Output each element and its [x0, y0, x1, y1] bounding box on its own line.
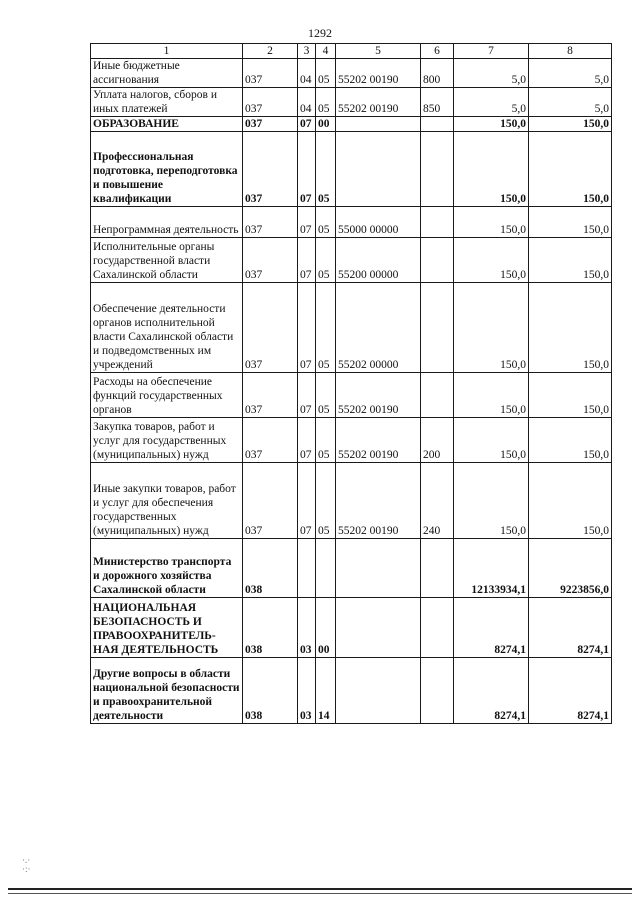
cell-sum2: 150,0	[529, 117, 612, 132]
cell-ved: 037	[243, 373, 298, 418]
cell-ved: 038	[243, 598, 298, 658]
cell-vr: 850	[421, 88, 454, 117]
cell-pr: 05	[316, 132, 336, 207]
cell-csr: 55000 00000	[336, 207, 421, 238]
table-row	[91, 238, 612, 283]
cell-ved: 037	[243, 418, 298, 463]
cell-sum2: 150,0	[529, 207, 612, 238]
cell-csr: 55202 00190	[336, 418, 421, 463]
cell-pr: 05	[316, 283, 336, 373]
table-row	[91, 658, 612, 724]
cell-sum1: 150,0	[454, 238, 529, 283]
cell-vr	[421, 598, 454, 658]
cell-sum1: 8274,1	[454, 658, 529, 724]
cell-rz: 07	[298, 238, 316, 283]
header-col-2: 2	[243, 44, 298, 59]
cell-sum2: 150,0	[529, 132, 612, 207]
page-number: 1292	[308, 26, 332, 40]
table-row	[91, 88, 612, 117]
cell-vr	[421, 658, 454, 724]
cell-pr	[316, 539, 336, 598]
header-col-5: 5	[336, 44, 421, 59]
cell-vr	[421, 117, 454, 132]
cell-sum2: 8274,1	[529, 598, 612, 658]
cell-pr: 00	[316, 117, 336, 132]
header-col-1: 1	[91, 44, 243, 59]
cell-sum1: 8274,1	[454, 598, 529, 658]
cell-sum1: 150,0	[454, 283, 529, 373]
cell-name: Другие вопросы в области национальной безопасности и правоохранительной деятельности	[91, 658, 243, 724]
cell-ved: 037	[243, 207, 298, 238]
cell-sum2: 150,0	[529, 418, 612, 463]
cell-rz	[298, 539, 316, 598]
cell-csr: 55202 00000	[336, 283, 421, 373]
cell-pr: 05	[316, 373, 336, 418]
cell-ved: 037	[243, 59, 298, 88]
cell-rz: 07	[298, 117, 316, 132]
cell-vr	[421, 207, 454, 238]
cell-csr: 55202 00190	[336, 373, 421, 418]
cell-sum2: 150,0	[529, 283, 612, 373]
cell-ved: 037	[243, 238, 298, 283]
cell-sum2: 9223856,0	[529, 539, 612, 598]
cell-sum1: 12133934,1	[454, 539, 529, 598]
cell-sum2: 8274,1	[529, 658, 612, 724]
cell-sum2: 150,0	[529, 238, 612, 283]
cell-rz: 07	[298, 418, 316, 463]
cell-pr: 05	[316, 207, 336, 238]
table-row	[91, 539, 612, 598]
cell-sum1: 150,0	[454, 373, 529, 418]
cell-name: Закупка товаров, работ и услуг для государственных (муниципальных) нужд	[91, 418, 243, 463]
cell-sum1: 150,0	[454, 132, 529, 207]
cell-ved: 038	[243, 658, 298, 724]
page-bottom-border	[8, 888, 632, 890]
header-col-7: 7	[454, 44, 529, 59]
cell-sum2: 5,0	[529, 59, 612, 88]
table-row	[91, 598, 612, 658]
cell-rz: 07	[298, 463, 316, 539]
cell-ved: 037	[243, 283, 298, 373]
cell-name: Обеспечение деятельности органов исполнительной власти Сахалинской области и подведомственных им учреждений	[91, 283, 243, 373]
cell-name: Непрограммная деятельность	[91, 207, 243, 238]
table-row	[91, 132, 612, 207]
cell-rz: 07	[298, 132, 316, 207]
cell-pr: 14	[316, 658, 336, 724]
cell-pr: 05	[316, 463, 336, 539]
cell-vr: 800	[421, 59, 454, 88]
header-col-6: 6	[421, 44, 454, 59]
table-row	[91, 373, 612, 418]
cell-rz: 07	[298, 373, 316, 418]
cell-pr: 05	[316, 238, 336, 283]
cell-ved: 037	[243, 117, 298, 132]
header-col-3: 3	[298, 44, 316, 59]
cell-name: Министерство транспорта и дорожного хозяйства Сахалинской области	[91, 539, 243, 598]
cell-vr	[421, 539, 454, 598]
cell-csr: 55202 00190	[336, 88, 421, 117]
cell-name: Профессиональная подготовка, переподготовка и повышение квалификации	[91, 132, 243, 207]
cell-name: Расходы на обеспечение функций государственных органов	[91, 373, 243, 418]
header-row	[91, 44, 612, 59]
cell-name: ОБРАЗОВАНИЕ	[91, 117, 243, 132]
cell-pr: 00	[316, 598, 336, 658]
cell-sum2: 150,0	[529, 373, 612, 418]
cell-pr: 05	[316, 88, 336, 117]
cell-ved: 037	[243, 88, 298, 117]
header-col-8: 8	[529, 44, 612, 59]
table-row	[91, 59, 612, 88]
cell-ved: 037	[243, 132, 298, 207]
cell-vr: 200	[421, 418, 454, 463]
cell-name: Иные закупки товаров, работ и услуг для обеспечения государственных (муниципальных) нужд	[91, 463, 243, 539]
cell-csr	[336, 658, 421, 724]
cell-csr	[336, 117, 421, 132]
cell-vr	[421, 238, 454, 283]
cell-rz: 07	[298, 207, 316, 238]
cell-name: НАЦИОНАЛЬНАЯ БЕЗОПАСНОСТЬ И ПРАВООХРАНИТЕЛЬ-НАЯ ДЕЯТЕЛЬНОСТЬ	[91, 598, 243, 658]
cell-sum2: 5,0	[529, 88, 612, 117]
cell-name: Исполнительные органы государственной власти Сахалинской области	[91, 238, 243, 283]
table-row	[91, 418, 612, 463]
cell-csr: 55202 00190	[336, 59, 421, 88]
cell-sum1: 5,0	[454, 59, 529, 88]
cell-ved: 038	[243, 539, 298, 598]
cell-vr	[421, 283, 454, 373]
cell-pr: 05	[316, 59, 336, 88]
table-body	[91, 59, 612, 724]
table-row	[91, 207, 612, 238]
header-col-4: 4	[316, 44, 336, 59]
cell-csr	[336, 132, 421, 207]
page-bottom-border-thin	[8, 893, 632, 894]
cell-sum1: 150,0	[454, 463, 529, 539]
cell-name: Иные бюджетные ассигнования	[91, 59, 243, 88]
cell-name: Уплата налогов, сборов и иных платежей	[91, 88, 243, 117]
cell-pr: 05	[316, 418, 336, 463]
cell-csr	[336, 539, 421, 598]
cell-vr	[421, 132, 454, 207]
cell-rz: 03	[298, 658, 316, 724]
scan-artifact: ·.· ·:·	[22, 855, 31, 874]
cell-ved: 037	[243, 463, 298, 539]
cell-sum1: 150,0	[454, 117, 529, 132]
cell-sum1: 150,0	[454, 207, 529, 238]
cell-vr: 240	[421, 463, 454, 539]
cell-vr	[421, 373, 454, 418]
cell-sum1: 150,0	[454, 418, 529, 463]
cell-csr: 55200 00000	[336, 238, 421, 283]
table-row	[91, 117, 612, 132]
cell-sum1: 5,0	[454, 88, 529, 117]
cell-rz: 03	[298, 598, 316, 658]
cell-csr	[336, 598, 421, 658]
cell-sum2: 150,0	[529, 463, 612, 539]
budget-table	[90, 43, 612, 724]
table-row	[91, 283, 612, 373]
cell-csr: 55202 00190	[336, 463, 421, 539]
cell-rz: 04	[298, 59, 316, 88]
table-row	[91, 463, 612, 539]
cell-rz: 04	[298, 88, 316, 117]
cell-rz: 07	[298, 283, 316, 373]
